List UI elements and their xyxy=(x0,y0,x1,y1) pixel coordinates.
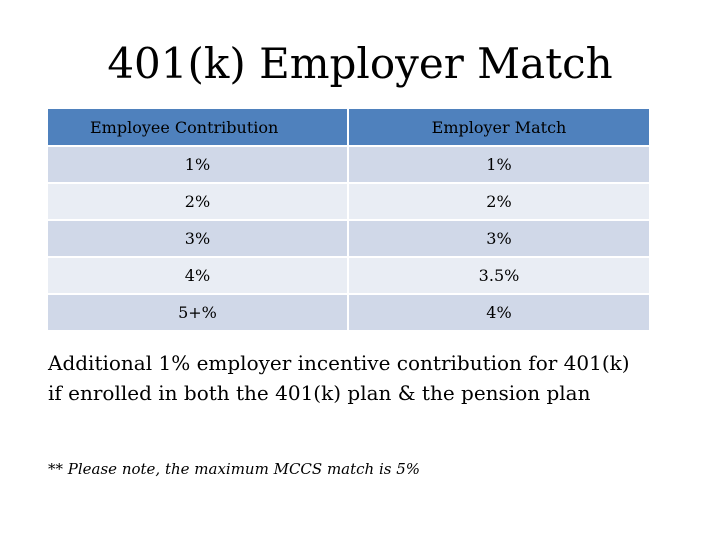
header-employee-contribution: Employee Contribution xyxy=(48,109,348,146)
table-row xyxy=(48,220,649,257)
employee-contribution-cell: 3% xyxy=(48,220,348,257)
table-header-row xyxy=(48,109,649,146)
employee-contribution-cell: 5+% xyxy=(48,294,348,331)
table-row xyxy=(48,294,649,331)
employee-contribution-cell: 1% xyxy=(48,146,348,183)
employer-match-cell: 3.5% xyxy=(348,257,649,294)
incentive-line-2: if enrolled in both the 401(k) plan & the pension plan xyxy=(48,381,591,405)
header-employer-match: Employer Match xyxy=(348,109,649,146)
incentive-line-1: Additional 1% employer incentive contribution for 401(k) xyxy=(48,351,630,375)
match-limit-note: ** Please note, the maximum MCCS match is 5% xyxy=(48,460,421,478)
table-row xyxy=(48,183,649,220)
employer-match-table xyxy=(48,109,649,332)
employer-match-cell: 4% xyxy=(348,294,649,331)
employee-contribution-cell: 2% xyxy=(48,183,348,220)
table-row xyxy=(48,146,649,183)
employer-match-cell: 2% xyxy=(348,183,649,220)
slide-title: 401(k) Employer Match xyxy=(107,39,613,88)
table-row xyxy=(48,257,649,294)
employer-match-cell: 3% xyxy=(348,220,649,257)
employer-match-cell: 1% xyxy=(348,146,649,183)
incentive-text xyxy=(48,348,688,408)
employee-contribution-cell: 4% xyxy=(48,257,348,294)
